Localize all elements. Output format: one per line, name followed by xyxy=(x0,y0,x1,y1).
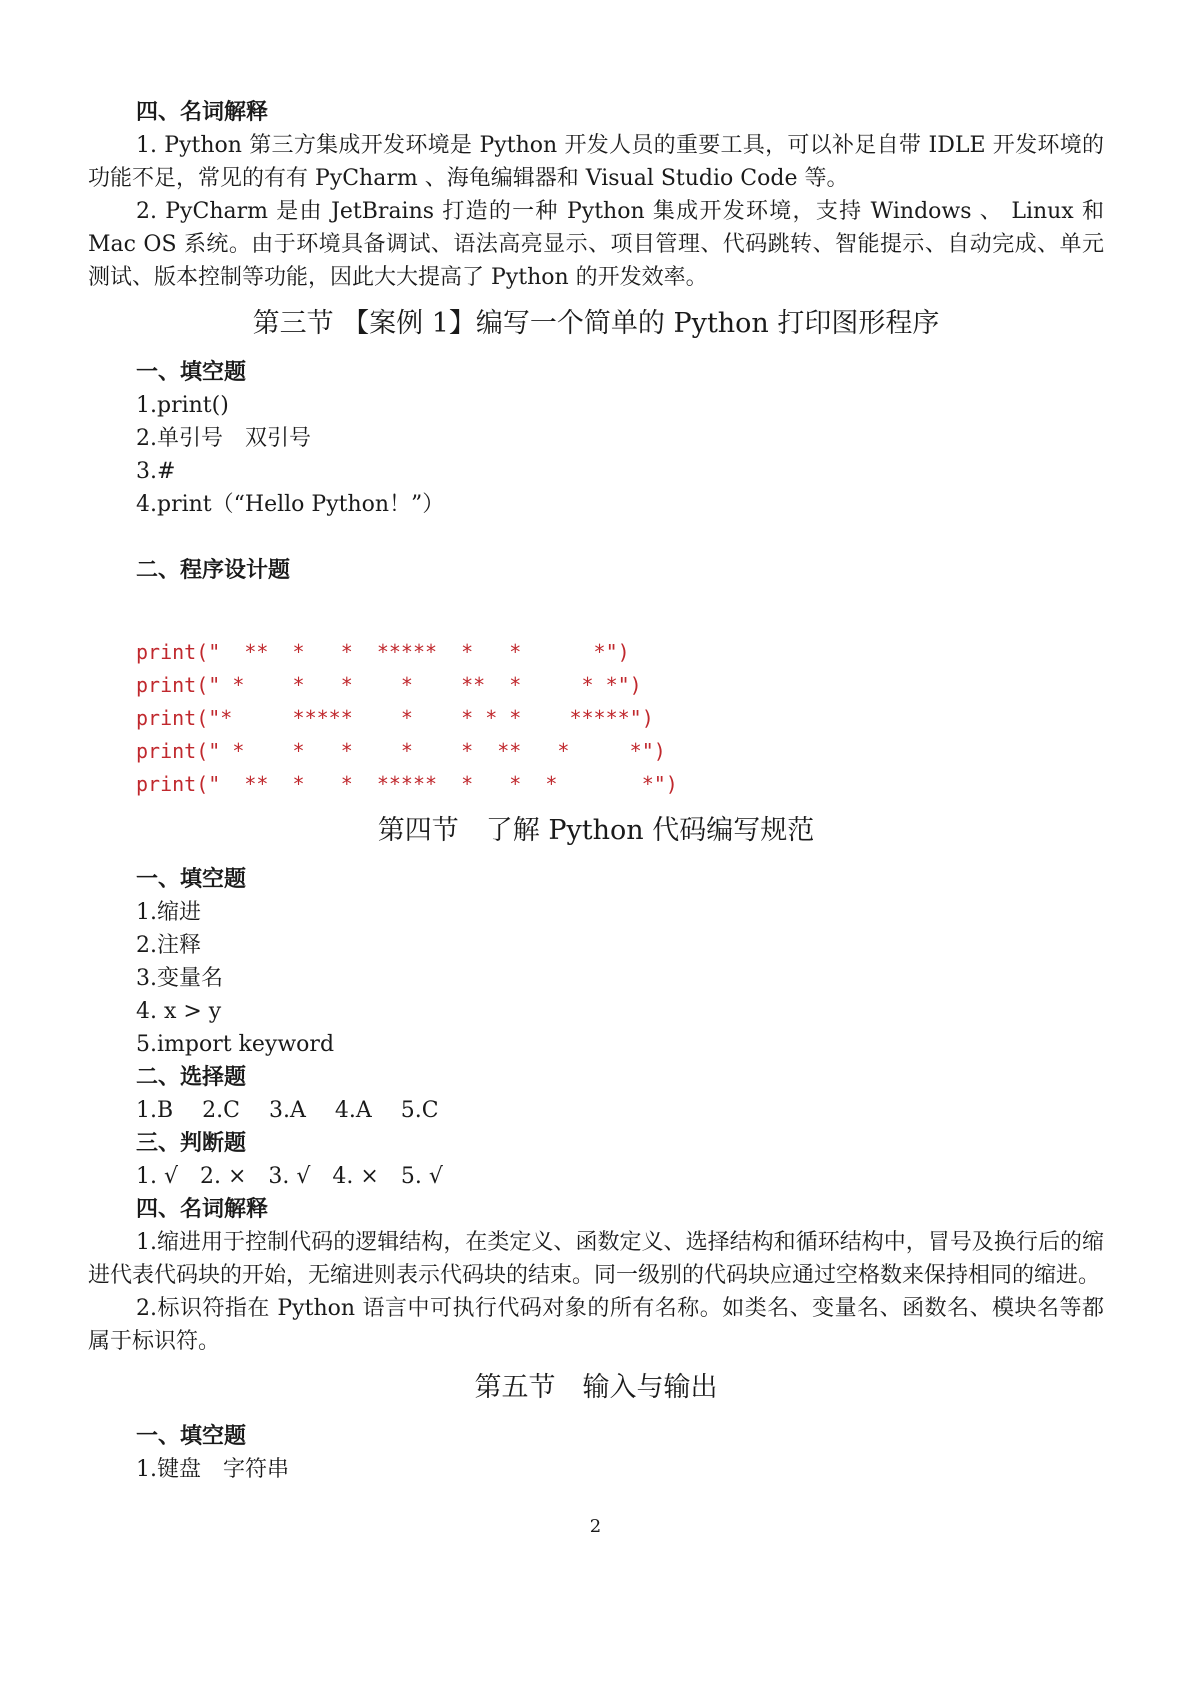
section-title-5: 第五节 输入与输出 xyxy=(474,1372,718,1403)
judge-answers: 1. √ 2. × 3. √ 4. × 5. √ xyxy=(136,1164,443,1189)
fill-item: 4.print（“Hello Python！”） xyxy=(136,492,445,517)
paragraph-term-identifier: 2.标识符指在 Python 语言中可执行代码对象的所有名称。如类名、变量名、函数名、模块名等都属于标识符。 xyxy=(88,1296,1104,1354)
judge-heading: 三、判断题 xyxy=(136,1130,247,1156)
paragraph-term-2: 2. PyCharm 是由 JetBrains 打造的一种 Python 集成开发环境，支持 Windows 、 Linux 和 Mac OS 系统。由于环境具备调试、语法高亮显示、项目管理、代码跳转、智能提示、自动完成、单元测试、版本控制等功能，因此大大提高了 Python 的开发效率。 xyxy=(88,199,1104,290)
paragraph-term-1: 1. Python 第三方集成开发环境是 Python 开发人员的重要工具，可以补足自带 IDLE 开发环境的功能不足，常见的有有 PyCharm 、海龟编辑器和 Visual Studio Code 等。 xyxy=(88,133,1104,191)
code-line: print(" * * * * ** * * *") xyxy=(136,673,642,697)
section-title-3: 第三节 【案例 1】编写一个简单的 Python 打印图形程序 xyxy=(252,308,940,339)
fill-item: 1.print() xyxy=(136,393,229,418)
fill-heading-5: 一、填空题 xyxy=(136,1423,247,1449)
fill-item: 1.键盘 字符串 xyxy=(136,1457,289,1482)
spacer xyxy=(88,521,1104,554)
section-heading-terms: 四、名词解释 xyxy=(136,99,269,125)
fill-item: 4. x > y xyxy=(136,999,222,1024)
terms-heading-4: 四、名词解释 xyxy=(136,1196,269,1222)
fill-item: 3.变量名 xyxy=(136,966,223,991)
choice-answers: 1.B 2.C 3.A 4.A 5.C xyxy=(136,1098,439,1123)
program-heading: 二、程序设计题 xyxy=(136,557,291,583)
fill-heading-3: 一、填空题 xyxy=(136,359,247,385)
section-title-4: 第四节 了解 Python 代码编写规范 xyxy=(377,815,815,846)
page-content xyxy=(88,96,1104,1486)
fill-item: 1.缩进 xyxy=(136,900,201,925)
code-block xyxy=(88,603,1104,801)
paragraph-term-indent: 1.缩进用于控制代码的逻辑结构，在类定义、函数定义、选择结构和循环结构中，冒号及换行后的缩进代表代码块的开始，无缩进则表示代码块的结束。同一级别的代码块应通过空格数来保持相同的缩进。 xyxy=(88,1230,1104,1288)
spacer xyxy=(88,603,1104,636)
fill-item: 3.# xyxy=(136,459,176,484)
fill-item: 5.import keyword xyxy=(136,1032,335,1057)
fill-item: 2.单引号 双引号 xyxy=(136,426,311,451)
fill-heading-4: 一、填空题 xyxy=(136,866,247,892)
fill-item: 2.注释 xyxy=(136,933,201,958)
code-line: print(" * * * * * ** * *") xyxy=(136,739,666,763)
code-line: print("* ***** * * * * *****") xyxy=(136,706,654,730)
choice-heading: 二、选择题 xyxy=(136,1064,247,1090)
code-line: print(" ** * * ***** * * * *") xyxy=(136,772,678,796)
code-line: print(" ** * * ***** * * *") xyxy=(136,640,630,664)
page-number: 2 xyxy=(589,1516,602,1537)
